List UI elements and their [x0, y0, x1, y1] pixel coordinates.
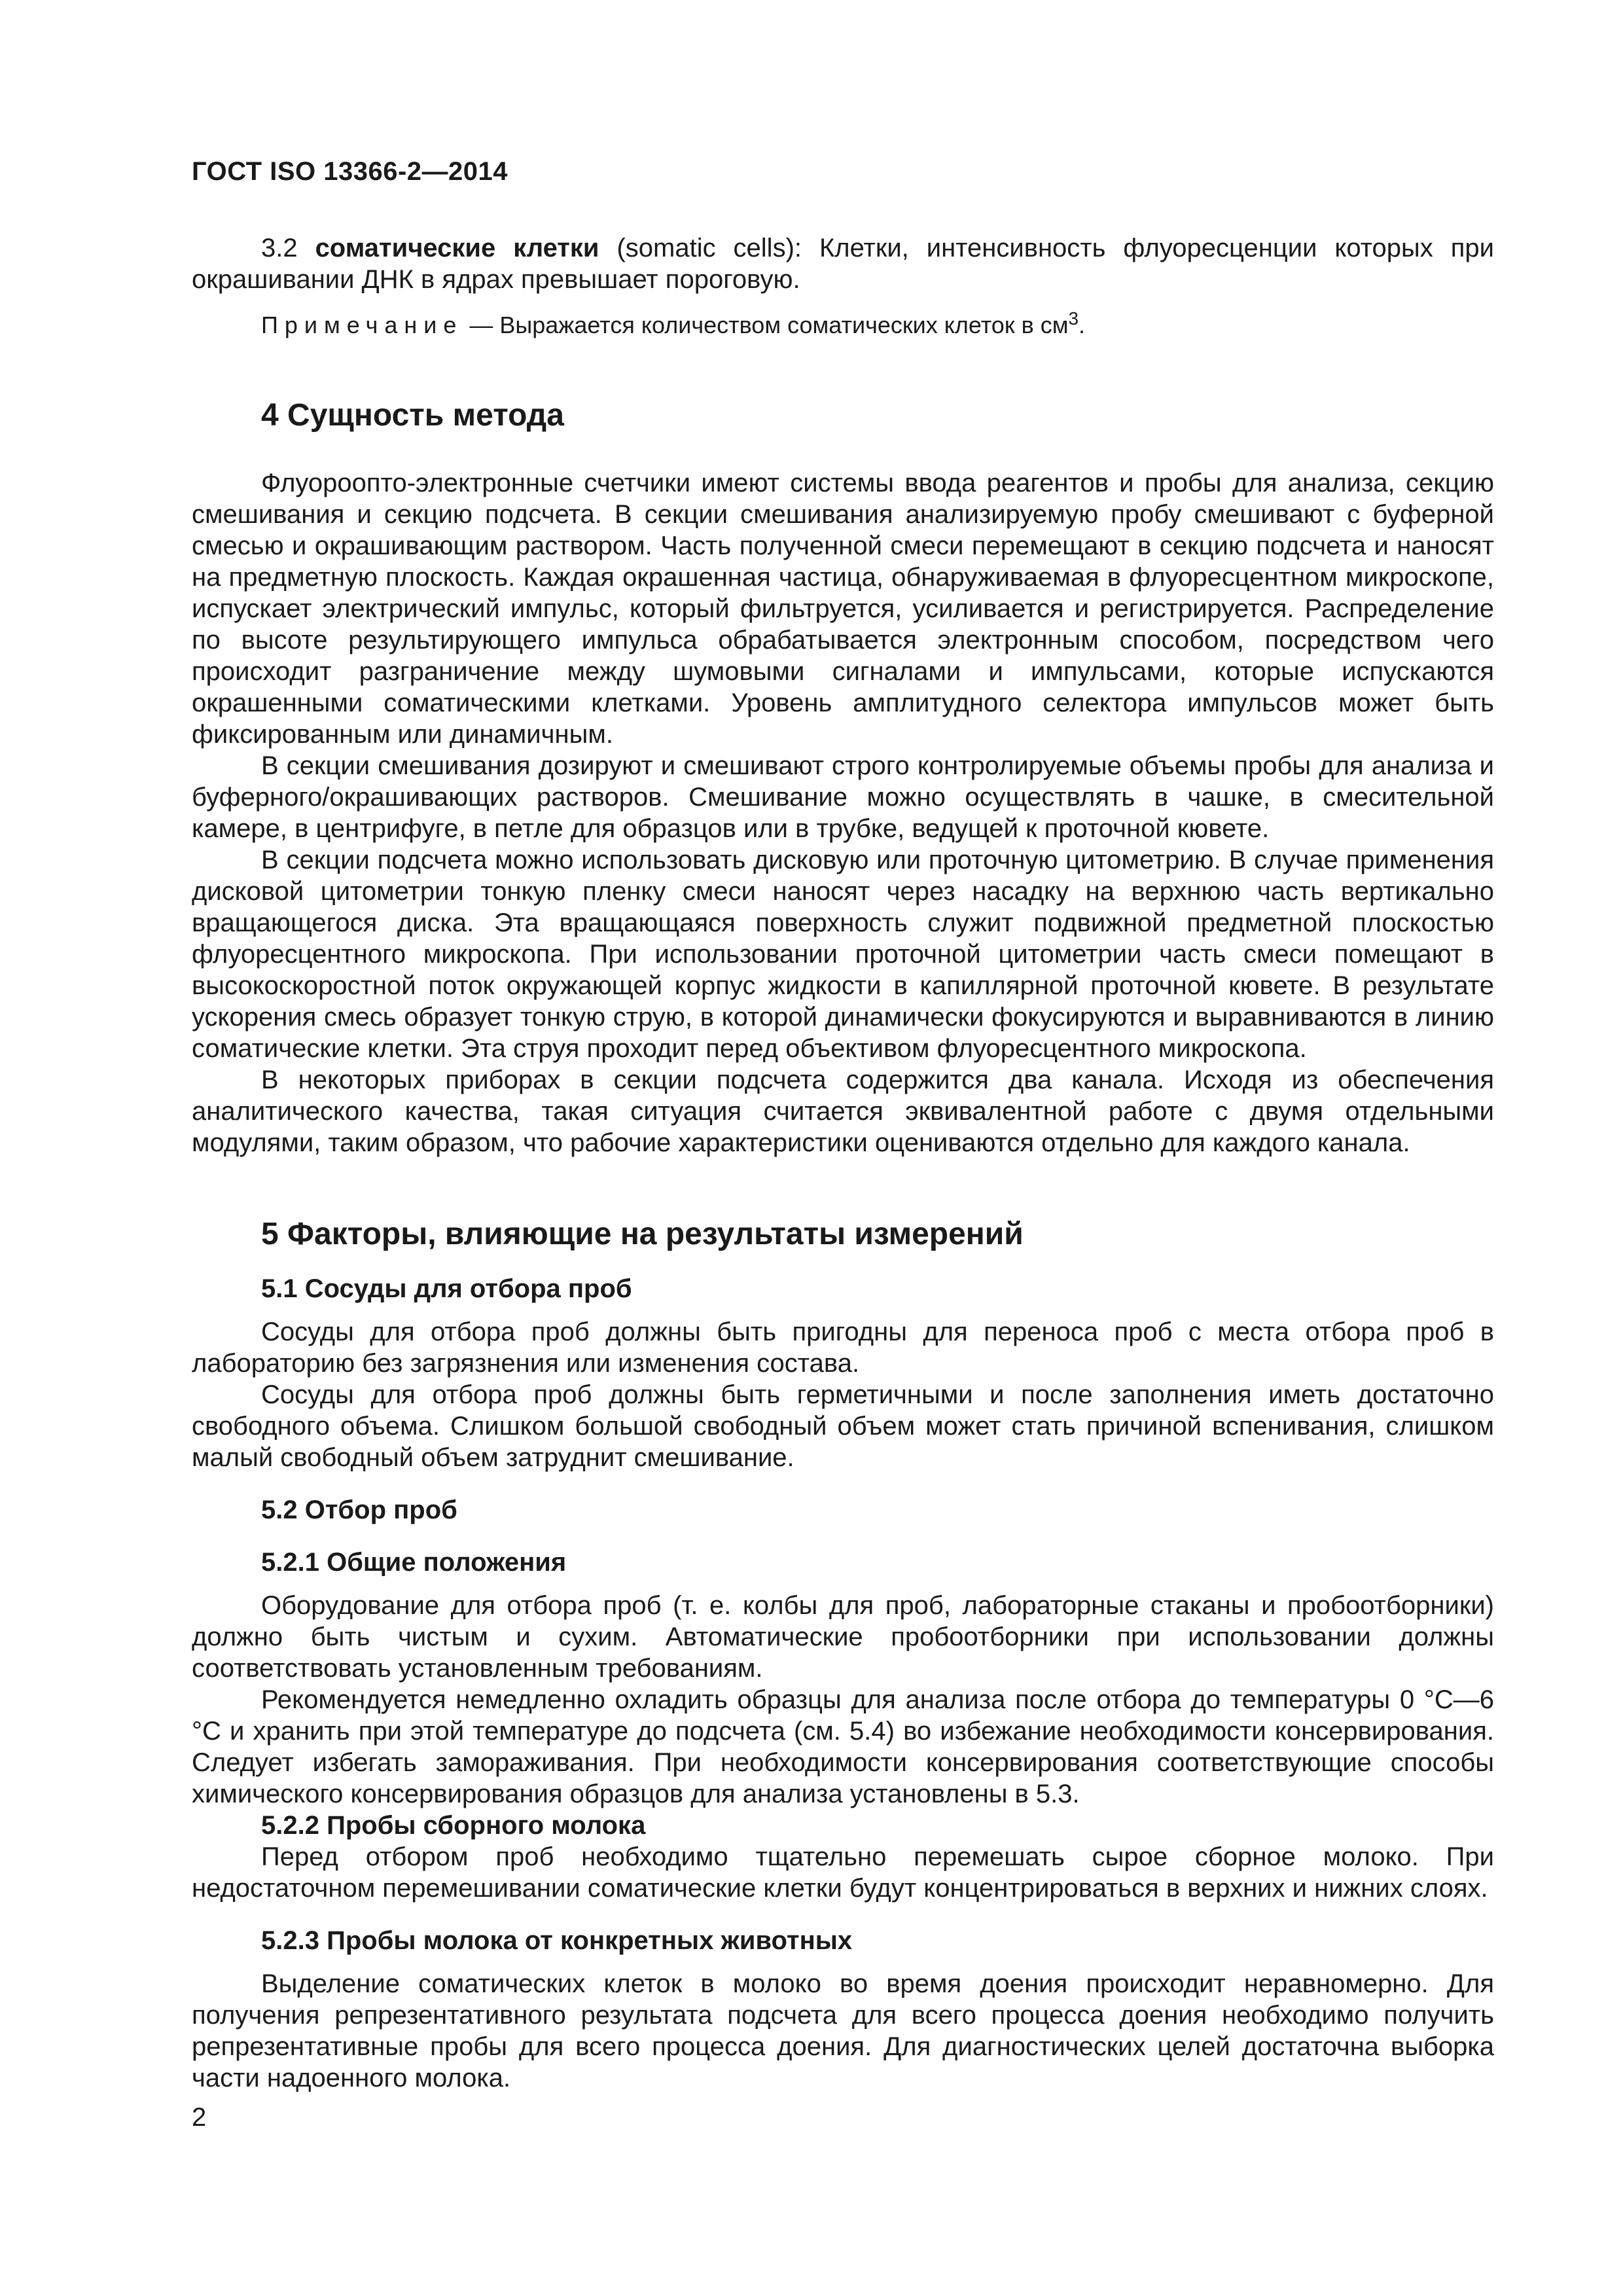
section-5-2-1-paragraph: Рекомендуется немедленно охладить образцы для анализа после отбора до температуры 0 °С—6 °С и хранить при этой температуре до подсчета (см. 5.4) во избежание необходимости консервирования. Следует избегать замораживания. При необходимости консервирования соответствующие способы химического консервирования образцов для анализа установлены в 5.3.: [192, 1685, 1494, 1808]
section-4-paragraph: В некоторых приборах в секции подсчета содержится два канала. Исходя из обеспечения аналитического качества, такая ситуация считается эквивалентной работе с двумя отдельными модулями, таким образом, что рабочие характеристики оцениваются отдельно для каждого канала.: [192, 1066, 1494, 1157]
definition-number: 3.2: [261, 234, 298, 262]
document-header: ГОСТ ISO 13366-2—2014: [192, 157, 508, 186]
section-4-title: 4 Сущность метода: [261, 398, 564, 433]
section-5-2-2-title: 5.2.2 Пробы сборного молока: [261, 1811, 646, 1840]
definition-text: (somatic cells): Клетки, интенсивность флуоресценции которых при окрашивании ДНК в ядрах превышает пороговую.: [192, 234, 1495, 294]
section-5-1-title: 5.1 Сосуды для отбора проб: [261, 1274, 632, 1303]
section-5-1-paragraph: Сосуды для отбора проб должны быть пригодны для переноса проб с места отбора проб в лабораторию без загрязнения или изменения состава.: [192, 1318, 1494, 1378]
note-text: — Выражается количеством соматических клеток в см: [463, 312, 1069, 338]
note: [192, 308, 1494, 340]
section-4-paragraph: В секции подсчета можно использовать дисковую или проточную цитометрию. В случае применения дисковой цитометрии тонкую пленку смеси наносят через насадку на верхнюю часть вертикально вращающегося диска. Эта вращающаяся поверхность служит подвижной предметной плоскостью флуоресцентного микроскопа. При использовании проточной цитометрии часть смеси помещают в высокоскоростной поток окружающей корпус жидкости в капиллярной проточной кювете. В результате ускорения смесь образует тонкую струю, в которой динамически фокусируются и выравниваются в линию соматические клетки. Эта струя проходит перед объективом флуоресцентного микроскопа.: [192, 846, 1494, 1063]
section-5-2-3-paragraph: Выделение соматических клеток в молоко во время доения происходит неравномерно. Для получения репрезентативного результата подсчета для всего процесса доения необходимо получить репрезентативные пробы для всего процесса доения. Для диагностических целей достаточна выборка части надоенного молока.: [192, 1969, 1494, 2092]
note-end: .: [1079, 312, 1086, 338]
definition-3-2: [192, 232, 1494, 295]
document-page: [192, 157, 1494, 2094]
section-5-1-paragraph: Сосуды для отбора проб должны быть герметичными и после заполнения иметь достаточно свободного объема. Слишком большой свободный объем может стать причиной вспенивания, слишком малый свободный объем затруднит смешивание.: [192, 1380, 1494, 1472]
section-4-paragraph: Флуороопто-электронные счетчики имеют системы ввода реагентов и пробы для анализа, секцию смешивания и секцию подсчета. В секции смешивания анализируемую пробу смешивают с буферной смесью и окрашивающим раствором. Часть полученной смеси перемещают в секцию подсчета и наносят на предметную плоскость. Каждая окрашенная частица, обнаруживаемая в флуоресцентном микроскопе, испускает электрический импульс, который фильтруется, усиливается и регистрируется. Распределение по высоте результирующего импульса обрабатывается электронным способом, посредством чего происходит разграничение между шумовыми сигналами и импульсами, которые испускаются окрашенными соматическими клетками. Уровень амплитудного селектора импульсов может быть фиксированным или динамичным.: [192, 469, 1494, 749]
note-superscript: 3: [1068, 308, 1079, 329]
section-5-2-1-paragraph: Оборудование для отбора проб (т. е. колбы для проб, лабораторные стаканы и пробоотборники) должно быть чистым и сухим. Автоматические пробоотборники при использовании должны соответствовать установленным требованиям.: [192, 1591, 1494, 1683]
page-number: 2: [192, 2103, 207, 2132]
note-label: Примечание: [261, 312, 463, 338]
section-5-2-1-title: 5.2.1 Общие положения: [261, 1548, 567, 1577]
section-5-title: 5 Факторы, влияющие на результаты измерений: [261, 1217, 1024, 1251]
section-5-2-3-title: 5.2.3 Пробы молока от конкретных животных: [261, 1926, 853, 1955]
section-4-paragraph: В секции смешивания дозируют и смешивают строго контролируемые объемы пробы для анализа и буферного/окрашивающих растворов. Смешивание можно осуществлять в чашке, в смесительной камере, в центрифуге, в петле для образцов или в трубке, ведущей к проточной кювете.: [192, 751, 1494, 843]
definition-term: соматические клетки: [315, 234, 599, 262]
section-5-2-title: 5.2 Отбор проб: [261, 1496, 457, 1524]
section-5-2-2-paragraph: Перед отбором проб необходимо тщательно перемешать сырое сборное молоко. При недостаточном перемешивании соматические клетки будут концентрироваться в верхних и нижних слоях.: [192, 1842, 1494, 1903]
